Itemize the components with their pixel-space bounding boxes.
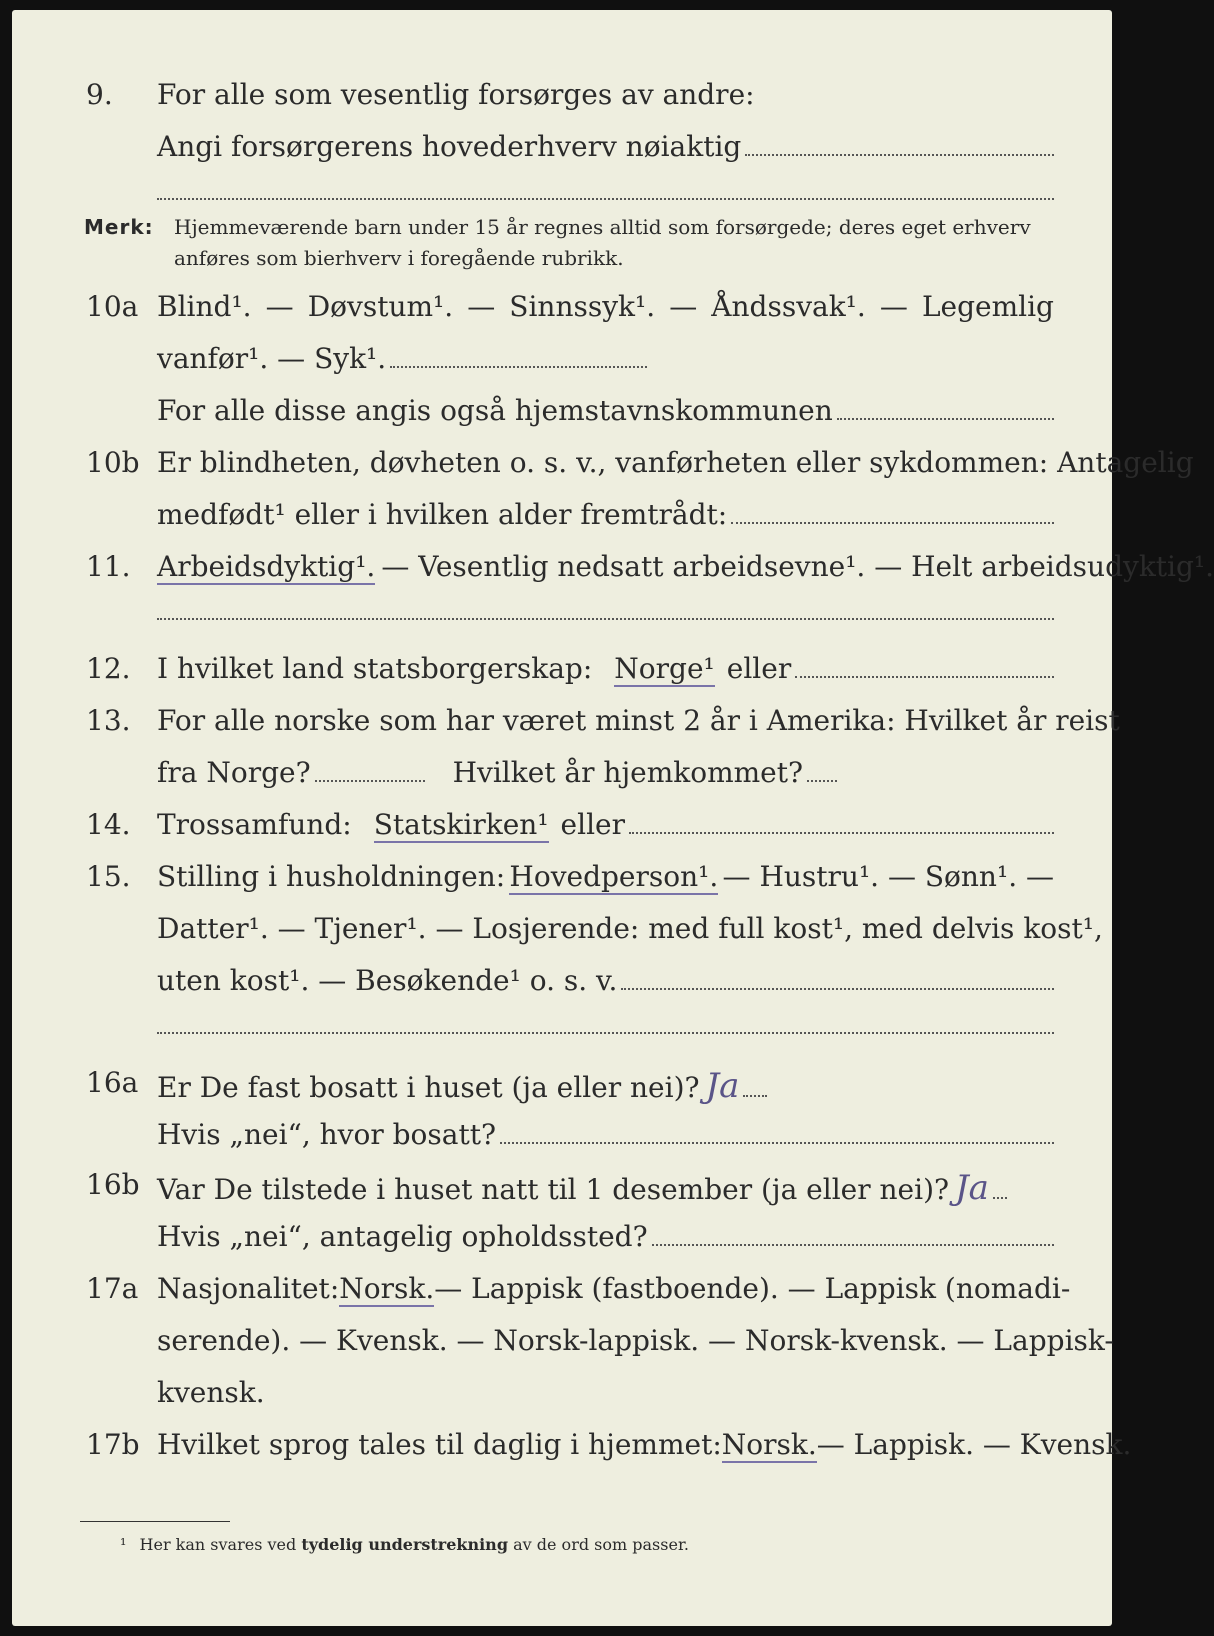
q10a-option[interactable]: Døvstum¹. [307,290,454,323]
q16a-bosatt-field[interactable] [500,1124,1054,1144]
footnote [120,1535,689,1554]
divider [157,1032,1054,1034]
census-form-page [12,10,1214,1626]
q14-text: Trossamfund: [157,808,352,841]
q12-number: 12. [86,652,131,685]
q16a-handwritten-answer[interactable]: Ja [705,1066,740,1106]
q13-text2b: Hvilket år hjemkommet? [452,756,804,789]
q16b-text1: Var De tilstede i huset natt til 1 desember (ja eller nei)? [157,1173,950,1206]
q17b-selected-answer[interactable]: Norsk. [721,1428,817,1461]
q16b-number: 16b [86,1168,140,1201]
q9-line2 [12,130,1112,170]
q17a-number: 17a [86,1272,139,1305]
q10b-answer-field[interactable] [731,504,1054,524]
merk-note [84,215,1031,239]
q16a-text2: Hvis „nei“, hvor bosatt? [157,1118,496,1151]
q12-answer-field[interactable] [795,658,1054,678]
footnote-text: Her kan svares ved [139,1535,297,1554]
q10a-option[interactable]: Åndssvak¹. [711,290,866,323]
q10a-option[interactable]: Sinnssyk¹. [509,290,656,323]
footnote-rule [80,1521,230,1522]
q11-options[interactable]: — Vesentlig nedsatt arbeidsevne¹. — Helt arbeidsudyktig¹. [381,550,1214,583]
q10b-number: 10b [86,446,140,479]
q15-options3[interactable]: uten kost¹. — Besøkende¹ o. s. v. [157,964,618,997]
q9-text1: For alle som vesentlig forsørges av andre: [157,78,755,111]
q10a-dash: — [879,290,908,323]
q10a-answer-field[interactable] [390,348,647,368]
q11-number: 11. [86,550,131,583]
q10a-dash: — [669,290,698,323]
q10a-dash: — [467,290,496,323]
q10a-hjemstavn-field[interactable] [837,400,1054,420]
q16a-answer-field[interactable] [743,1077,767,1097]
q10a-text3: For alle disse angis også hjemstavnskommunen [157,394,833,427]
q17a-options2[interactable]: serende). — Kvensk. — Norsk-lappisk. — Norsk-kvensk. — Lappisk- [157,1324,1114,1357]
q15-number: 15. [86,860,131,893]
q16b-text2: Hvis „nei“, antagelig opholdssted? [157,1220,648,1253]
q12-selected-answer[interactable]: Norge¹ [614,652,715,685]
q17b-number: 17b [86,1428,140,1461]
q17a-label: Nasjonalitet: [157,1272,340,1305]
q15-options1[interactable]: — Hustru¹. — Sønn¹. — [722,860,1054,893]
q9-answer-field[interactable] [745,136,1054,156]
q13-text1: For alle norske som har været minst 2 år i Amerika: Hvilket år reist [157,704,1120,737]
q13-hjemkommet-field[interactable] [807,762,837,782]
q16b-handwritten-answer[interactable]: Ja [955,1168,989,1208]
footnote-mark: ¹ [120,1535,127,1554]
q10a-option[interactable]: Legemlig [921,290,1054,323]
q14-number: 14. [86,808,131,841]
q13-text2a: fra Norge? [157,756,311,789]
q12-text: I hvilket land statsborgerskap: [157,652,593,685]
q12-eller: eller [726,652,792,685]
merk-text1: Hjemmeværende barn under 15 år regnes alltid som forsørgede; deres eget erhverv [174,215,1031,239]
q10b-text1: Er blindheten, døvheten o. s. v., vanførheten eller sykdommen: Antagelig [157,446,1194,479]
q16a-text1: Er De fast bosatt i huset (ja eller nei)? [157,1071,700,1104]
q10a-options [157,290,1054,323]
q11-selected-answer[interactable]: Arbeidsdyktig¹. [157,550,376,583]
q10a-text2: vanfør¹. — Syk¹. [157,342,387,375]
q14-answer-field[interactable] [629,814,1054,834]
footnote-bold: tydelig understrekning [301,1535,508,1554]
merk-text2: anføres som bierhverv i foregående rubrikk. [174,246,624,270]
q15-options2[interactable]: Datter¹. — Tjener¹. — Losjerende: med full kost¹, med delvis kost¹, [157,912,1103,945]
q9-line1 [12,78,1112,118]
q10b-text2: medfødt¹ eller i hvilken alder fremtrådt: [157,498,728,531]
q14-selected-answer[interactable]: Statskirken¹ [373,808,549,841]
q13-number: 13. [86,704,131,737]
q15-answer-field[interactable] [621,970,1054,990]
q15-text: Stilling i husholdningen: [157,860,506,893]
q10a-line1 [12,290,1112,330]
q17a-options1[interactable]: — Lappisk (fastboende). — Lappisk (nomadi- [434,1272,1071,1305]
q14-eller: eller [560,808,625,841]
q17a-options3[interactable]: kvensk. [157,1376,265,1409]
q15-selected-answer[interactable]: Hovedperson¹. [509,860,719,893]
q16a-number: 16a [86,1066,139,1099]
q16b-opholdssted-field[interactable] [652,1226,1054,1246]
footnote-text2: av de ord som passer. [513,1535,689,1554]
q9-number: 9. [86,78,113,111]
q17b-text: Hvilket sprog tales til daglig i hjemmet: [157,1428,722,1461]
q13-reist-field[interactable] [315,762,425,782]
q17b-options[interactable]: — Lappisk. — Kvensk. [816,1428,1132,1461]
q10a-dash: — [265,290,294,323]
q10a-number: 10a [86,290,139,323]
divider [157,198,1054,200]
divider [157,618,1054,620]
merk-label: Merk: [84,215,154,239]
q17a-selected-answer[interactable]: Norsk. [339,1272,435,1305]
q9-text2: Angi forsørgerens hovederhverv nøiaktig [157,130,742,163]
q16b-answer-field[interactable] [993,1179,1007,1199]
q10a-option[interactable]: Blind¹. [157,290,252,323]
